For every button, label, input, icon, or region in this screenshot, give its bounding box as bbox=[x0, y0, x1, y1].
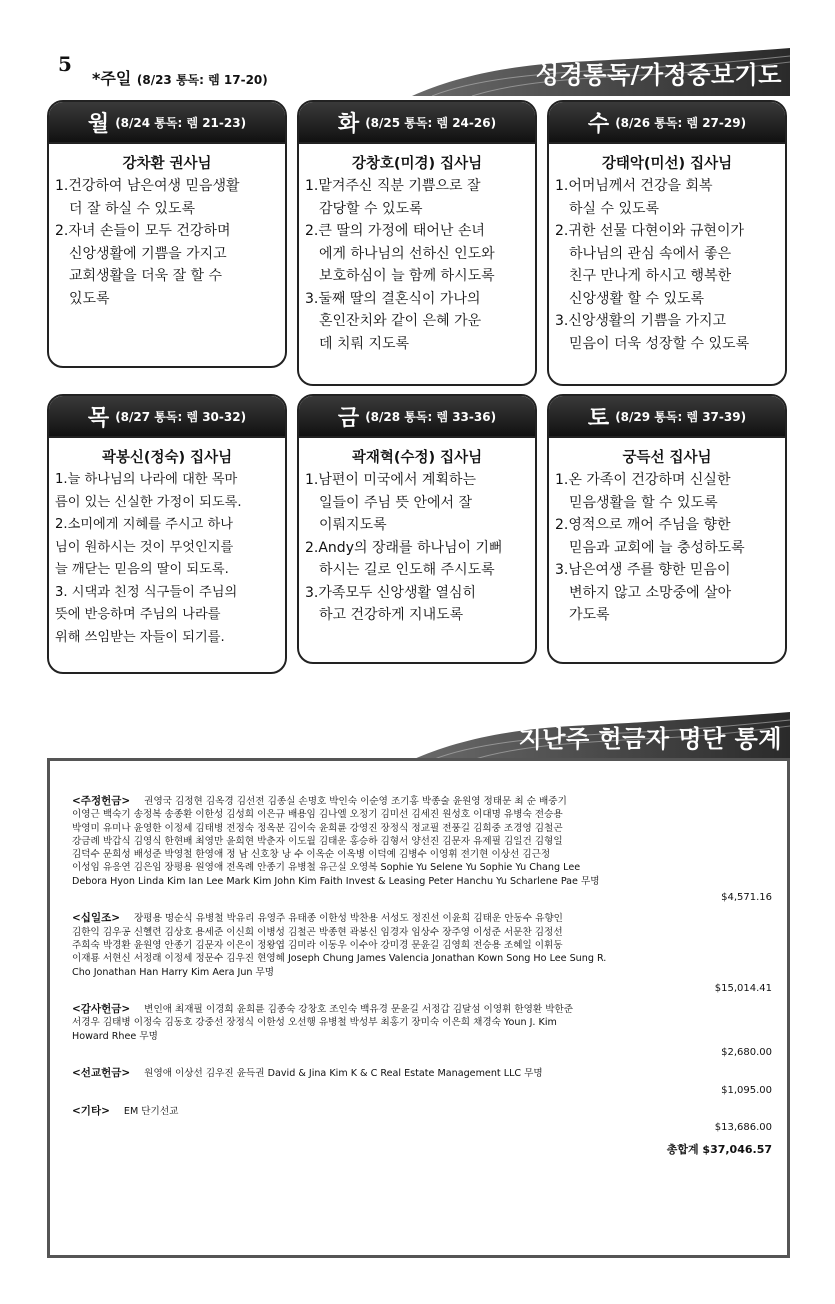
prayer-line: 1.남편이 미국에서 계획하는 bbox=[305, 472, 477, 488]
prayer-line: 1.늘 하나님의 나라에 대한 목마 bbox=[55, 472, 238, 487]
donor-names: 변인애 최재필 이경희 윤희륜 김종숙 강창호 조인숙 백유경 문윤길 서정갑 김달섬 이영휘 한영환 박한준 bbox=[144, 1004, 574, 1016]
prayer-line: 하시는 길로 인도해 주시도록 bbox=[319, 562, 495, 578]
prayer-line: 하나님의 관심 속에서 좋은 bbox=[569, 245, 732, 262]
offering-total: $4,571.16 bbox=[721, 892, 772, 904]
donor-names: 이재룡 서현신 서정래 이정세 정문수 김우진 현영혜 Joseph Chung James Valencia Jonathan Kown Song Ho Lee Sung R. bbox=[72, 953, 607, 965]
sunday-reading-ref: (8/23 통독: 렘 17-20) bbox=[136, 73, 268, 87]
card-person-name: 강태악(미선) 집사님 bbox=[601, 156, 733, 172]
prayer-line: 하고 건강하게 지내도록 bbox=[319, 607, 464, 623]
prayer-line: 하실 수 있도록 bbox=[569, 200, 660, 217]
prayer-line: 감당할 수 있도록 bbox=[319, 200, 423, 217]
card-header bbox=[299, 396, 535, 438]
prayer-line: 름이 있는 신실한 가정이 되도록. bbox=[55, 494, 242, 510]
prayer-line: 2.Andy의 장래를 하나님이 기뻐 bbox=[305, 539, 503, 556]
donor-names: EM 단기선교 bbox=[123, 1105, 179, 1117]
card-reading: (8/25 통독: 렘 24-26) bbox=[365, 115, 497, 130]
donor-names: 장평용 명순식 유병철 박유리 유영주 유태종 이한성 박찬용 서성도 정진선 이윤희 김태운 안동수 유향인 bbox=[134, 913, 563, 925]
prayer-line: 2.자녀 손들이 모두 건강하며 bbox=[55, 223, 231, 239]
prayer-line: 믿음생활을 할 수 있도록 bbox=[569, 494, 718, 511]
prayer-line: 가도록 bbox=[569, 607, 610, 623]
donor-names: 주희숙 박경환 윤원영 안종기 김문자 이은이 정왕엽 김미라 이동우 이수아 강미경 문윤길 김영희 전승용 조혜일 이휘동 bbox=[72, 939, 563, 951]
prayer-line: 위해 쓰임받는 자들이 되기를. bbox=[55, 629, 225, 645]
prayer-line: 교회생활을 더욱 잘 할 수 bbox=[69, 268, 223, 284]
prayer-line: 혼인잔치와 같이 은혜 가운 bbox=[319, 313, 482, 329]
prayer-line: 3.남은여생 주를 향한 믿음이 bbox=[555, 562, 731, 578]
offering-line bbox=[72, 1105, 772, 1118]
page-number: 5 bbox=[58, 52, 72, 76]
prayer-line: 데 치뤄 지도록 bbox=[319, 335, 410, 352]
prayer-line: 일들이 주님 뜻 안에서 잘 bbox=[319, 494, 473, 511]
prayer-line: 3.신앙생활의 기쁨을 가지고 bbox=[555, 313, 727, 329]
prayer-line: 친구 만나게 하시고 행복한 bbox=[569, 268, 732, 284]
prayer-line: 3.가족모두 신앙생활 열심히 bbox=[305, 584, 477, 601]
card-day: 토 bbox=[587, 405, 610, 431]
donor-names: 강금례 박갑식 김영식 한현배 최영만 윤희현 박춘자 이도월 김태운 홍승하 김형서 양선진 김문자 유제필 김일건 김형일 bbox=[72, 835, 563, 847]
card-person-name: 강차환 권사님 bbox=[122, 156, 212, 172]
card-header bbox=[549, 396, 785, 438]
card-reading: (8/27 통독: 렘 30-32) bbox=[115, 409, 247, 424]
card-day: 월 bbox=[87, 111, 110, 137]
prayer-line: 3.둘째 딸의 결혼식이 가나의 bbox=[305, 290, 481, 307]
donor-names: 박영미 유미나 윤영한 이정세 김태병 전정숙 정옥분 김이숙 윤희륜 강영진 장정식 정교필 전풍길 김희중 조경영 김철곤 bbox=[72, 822, 563, 834]
offering-total: $15,014.41 bbox=[714, 982, 772, 994]
banner-title: 성경통독/가정중보기도 bbox=[535, 60, 782, 89]
prayer-line: 이뤄지도록 bbox=[319, 517, 387, 533]
donor-names: 이영근 백숙기 송정복 송종환 이한성 김성희 이은규 배용임 김나엘 오정기 김미선 김세진 원성호 이대명 유병숙 전승용 bbox=[72, 809, 563, 821]
prayer-line: 믿음과 교회에 늘 충성하도록 bbox=[569, 539, 745, 556]
offering-total: $2,680.00 bbox=[721, 1047, 772, 1059]
prayer-line: 뜻에 반응하며 주님의 나라를 bbox=[55, 607, 221, 622]
prayer-card-thursday bbox=[47, 394, 287, 674]
prayer-item bbox=[299, 175, 535, 355]
banner-title: 지난주 헌금자 명단 통계 bbox=[518, 724, 782, 753]
prayer-item bbox=[549, 175, 785, 355]
card-person-name: 곽봉신(정숙) 집사님 bbox=[101, 450, 233, 466]
card-person-name: 곽재혁(수정) 집사님 bbox=[351, 450, 483, 466]
prayer-line: 변하지 않고 소망중에 살아 bbox=[569, 584, 732, 601]
prayer-card-monday bbox=[47, 100, 287, 368]
card-person-name: 강창호(미경) 집사님 bbox=[351, 156, 483, 172]
prayer-card-tuesday bbox=[297, 100, 537, 386]
offering-list-box bbox=[47, 758, 790, 1258]
card-reading: (8/24 통독: 렘 21-23) bbox=[115, 115, 247, 130]
card-header bbox=[49, 102, 285, 144]
prayer-line: 2.큰 딸의 가정에 태어난 손녀 bbox=[305, 223, 485, 239]
prayer-line: 더 잘 하실 수 있도록 bbox=[69, 200, 195, 217]
offering-total: $13,686.00 bbox=[714, 1122, 772, 1134]
prayer-item bbox=[549, 469, 785, 627]
card-reading: (8/26 통독: 렘 27-29) bbox=[615, 115, 747, 130]
offering-group-missions bbox=[72, 1067, 772, 1097]
offering-group-sunday bbox=[72, 795, 772, 904]
offering-group-other bbox=[72, 1105, 772, 1135]
donor-names: 서경우 김태병 이정숙 김동호 강중선 장정식 이한성 오선행 유병철 박성부 최홍기 장미숙 이은희 채경숙 Youn J. Kim bbox=[72, 1017, 557, 1029]
offering-title: <기타> bbox=[72, 1104, 110, 1117]
donor-names: 김덕수 문희성 배성준 박영철 한영애 정 남 신호창 낭 수 이옥순 이옥병 이덕예 김병수 이영휘 전기현 이상선 김근정 bbox=[72, 849, 551, 861]
offering-line bbox=[72, 1067, 772, 1080]
prayer-line: 2.영적으로 깨어 주님을 향한 bbox=[555, 517, 731, 533]
card-reading: (8/29 통독: 렘 37-39) bbox=[615, 409, 747, 424]
donor-names: Debora Hyon Linda Kim Ian Lee Mark Kim John Kim Faith Invest & Leasing Peter Hanchu Yu Scharlene Pae 무명 bbox=[72, 875, 600, 887]
offering-list bbox=[72, 795, 772, 1156]
card-reading: (8/28 통독: 렘 33-36) bbox=[365, 409, 497, 424]
prayer-item bbox=[49, 469, 285, 649]
prayer-line: 2.귀한 선물 다현이와 규현이가 bbox=[555, 223, 744, 239]
offering-title: <십일조> bbox=[72, 912, 121, 925]
prayer-line: 늘 깨닫는 믿음의 딸이 되도록. bbox=[55, 562, 229, 577]
prayer-line: 있도록 bbox=[69, 290, 110, 307]
offering-line bbox=[72, 795, 772, 808]
prayer-line: 믿음이 더욱 성장할 수 있도록 bbox=[569, 335, 750, 352]
prayer-card-wednesday bbox=[547, 100, 787, 386]
card-header bbox=[299, 102, 535, 144]
card-day: 수 bbox=[587, 111, 610, 137]
donor-names: 원영애 이상선 김우진 윤득권 David & Jina Kim K & C Real Estate Management LLC 무명 bbox=[144, 1068, 543, 1080]
prayer-line: 신앙생활 할 수 있도록 bbox=[569, 290, 705, 307]
offering-line bbox=[72, 912, 772, 925]
card-day: 목 bbox=[87, 405, 110, 431]
prayer-line: 1.온 가족이 건강하며 신실한 bbox=[555, 472, 731, 488]
sunday-label: *주일 bbox=[92, 69, 132, 88]
prayer-line: 1.맡겨주신 직분 기쁨으로 잘 bbox=[305, 178, 481, 194]
card-header bbox=[549, 102, 785, 144]
prayer-card-friday bbox=[297, 394, 537, 664]
offering-group-thanks bbox=[72, 1003, 772, 1059]
offering-line bbox=[72, 1003, 772, 1016]
prayer-line: 보호하심이 늘 함께 하시도록 bbox=[319, 268, 495, 284]
prayer-line: 1.어머님께서 건강을 회복 bbox=[555, 178, 713, 194]
donor-names: 이성임 유응연 김은임 장평용 원영애 전옥례 안종기 유병철 유근실 오영복 Sophie Yu Selene Yu Sophie Yu Chang Lee bbox=[72, 862, 581, 874]
prayer-item bbox=[49, 175, 285, 310]
sunday-reading bbox=[92, 66, 268, 89]
card-person-name: 궁득선 집사님 bbox=[622, 450, 712, 466]
card-day: 금 bbox=[337, 405, 360, 431]
card-header bbox=[49, 396, 285, 438]
prayer-card-saturday bbox=[547, 394, 787, 664]
grand-total: 총합계 $37,046.57 bbox=[666, 1142, 772, 1156]
donor-names: 김한익 김우공 신혤련 김상호 용세준 이신희 이병성 김철곤 박종현 곽봉신 임경자 임상수 장주영 이성준 서문찬 김정선 bbox=[72, 926, 563, 938]
donor-names: Howard Rhee 무명 bbox=[72, 1030, 158, 1042]
banner-offering-stats bbox=[412, 712, 790, 760]
offering-title: <선교헌금> bbox=[72, 1067, 131, 1080]
prayer-item bbox=[299, 469, 535, 627]
prayer-line: 신앙생활에 기쁨을 가지고 bbox=[69, 245, 227, 262]
offering-total: $1,095.00 bbox=[721, 1084, 772, 1096]
prayer-line: 2.소미에게 지혜를 주시고 하나 bbox=[55, 517, 234, 532]
donor-names: 권영국 김정현 김옥경 김선전 김종실 손명호 박인숙 이순영 조기홍 박종술 윤원영 정태문 최 순 배중기 bbox=[144, 796, 567, 807]
prayer-line: 1.건강하여 남은여생 믿음생활 bbox=[55, 178, 240, 194]
prayer-line: 3. 시댁과 친정 식구들이 주님의 bbox=[55, 584, 238, 600]
offering-title: <감사헌금> bbox=[72, 1003, 131, 1016]
prayer-line: 님이 원하시는 것이 무엇인지를 bbox=[55, 539, 234, 555]
banner-bible-reading bbox=[412, 48, 790, 96]
offering-title: <주정헌금> bbox=[72, 795, 131, 807]
card-day: 화 bbox=[337, 111, 360, 137]
prayer-line: 에게 하나님의 선하신 인도와 bbox=[319, 245, 495, 262]
donor-names: Cho Jonathan Han Harry Kim Aera Jun 무명 bbox=[72, 966, 275, 978]
offering-group-tithe bbox=[72, 912, 772, 995]
